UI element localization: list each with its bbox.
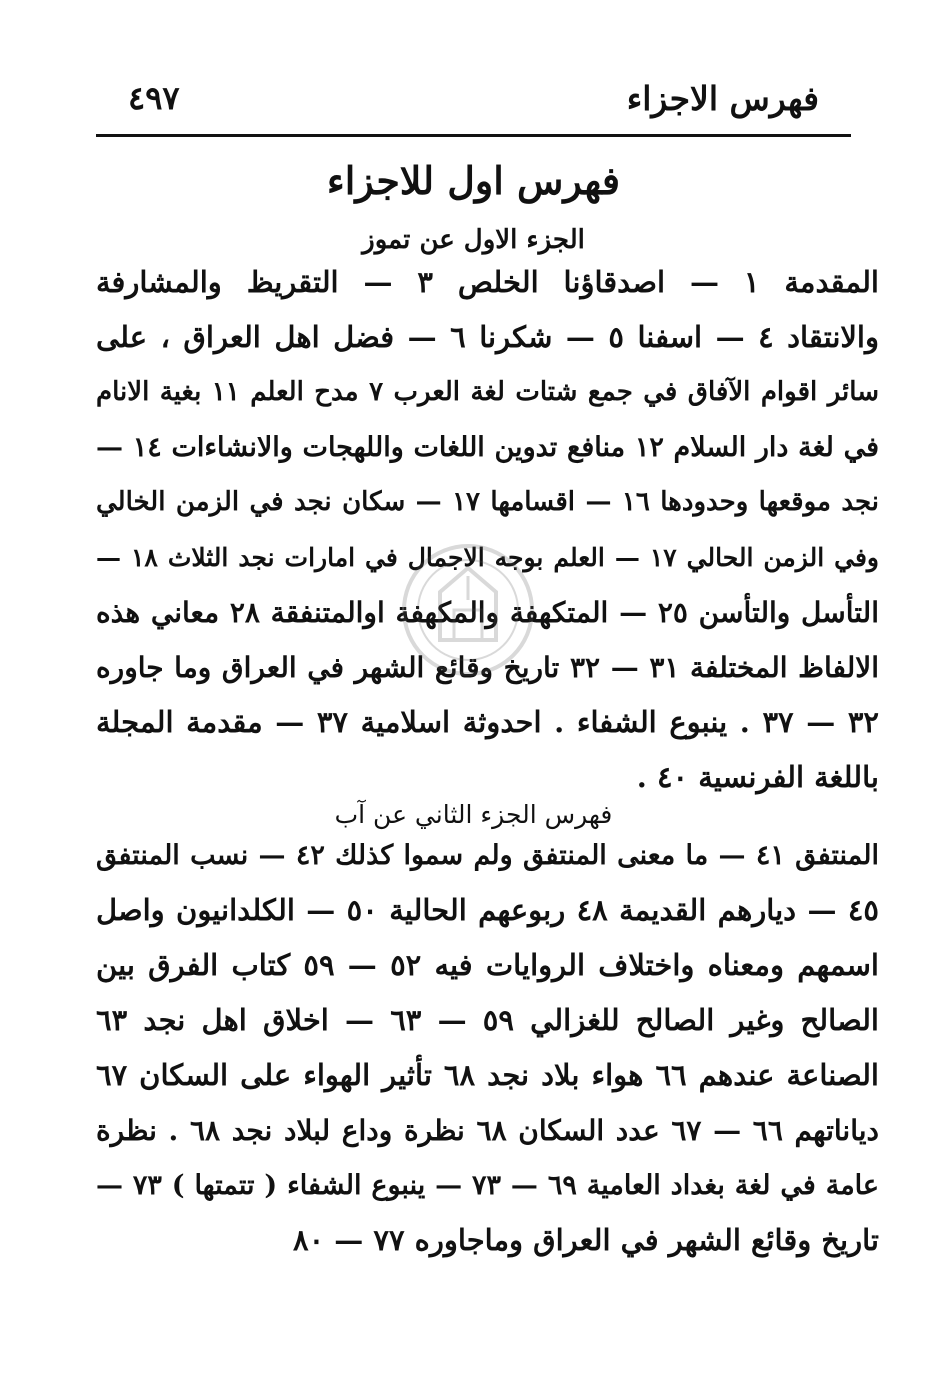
contents-line: ٣٢ — ٣٧ . ينبوع الشفاء . احدوثة اسلامية ٣٧ — مقدمة المجلة [96,705,879,739]
contents-line: التأسل والتأسن ٢٥ — المتكهفة والمكهفة اوالمتنفقة ٢٨ معاني هذه [96,596,879,629]
contents-block-part-2 [96,828,879,1268]
contents-line: عامة في لغة بغداد العامية ٦٩ — ٧٣ — ينبوع الشفاء ( تتمتها ) ٧٣ — [96,1170,879,1201]
contents-line: سائر اقوام الآفاق في جمع شتات لغة العرب ٧ مدح العلم ١١ بغية الانام [96,377,879,407]
contents-line: الالفاظ المختلفة ٣١ — ٣٢ تاريخ وقائع الشهر في العراق وما جاوره [96,651,879,684]
contents-line: والانتقاد ٤ — اسفنا ٥ — شكرنا ٦ — فضل اهل العراق ، على [96,320,879,354]
contents-line: الصالح وغير الصالح للغزالي ٥٩ — ٦٣ — اخلاق اهل نجد ٦٣ [96,1003,879,1037]
contents-line: في لغة دار السلام ١٢ منافع تدوين اللغات واللهجات والانشاءات ١٤ — [96,432,879,463]
contents-line: المقدمة ١ — اصدقاؤنا الخلص ٣ — التقريظ والمشارفة [96,265,879,299]
header-rule [96,134,851,137]
contents-line: نجد موقعها وحدودها ١٦ — اقسامها ١٧ — سكان نجد في الزمن الخالي [96,487,879,517]
contents-line: المنتفق ٤١ — ما معنى المنتفق ولم سموا كذلك ٤٢ — نسب المنتفق [96,840,879,871]
contents-line: اسمهم ومعناه واختلاف الروايات فيه ٥٢ — ٥٩ كتاب الفرق بين [96,948,879,982]
section-heading-part-2: فهرس الجزء الثاني عن آب [334,800,613,829]
page-number: ٤٩٧ [128,79,180,117]
contents-line: تاريخ وقائع الشهر في العراق وماجاوره ٧٧ — ٨٠ [293,1223,879,1257]
contents-block-part-1 [96,255,879,805]
contents-line: الصناعة عندهم ٦٦ هواء بلاد نجد ٦٨ تأثير الهواء على السكان ٦٧ [96,1058,879,1092]
contents-line: وفي الزمن الحالي ١٧ — العلم بوجه الاجمال في امارات نجد الثلاث ١٨ — [96,543,879,572]
contents-line: ٤٥ — ديارهم القديمة ٤٨ ربوعهم الحالية ٥٠ — الكلدانيون واصل [96,893,879,927]
page-title: فهرس اول للاجزاء [326,158,621,203]
running-title: فهرس الاجزاء [626,78,819,118]
section-heading-part-1: الجزء الاول عن تموز [362,225,585,255]
library-seal-watermark [398,540,538,680]
contents-line: دياناتهم ٦٦ — ٦٧ عدد السكان ٦٨ نظرة وداع لبلاد نجد ٦٨ . نظرة [96,1114,879,1147]
contents-line: باللغة الفرنسية ٤٠ . [636,760,879,794]
running-head [128,72,819,124]
